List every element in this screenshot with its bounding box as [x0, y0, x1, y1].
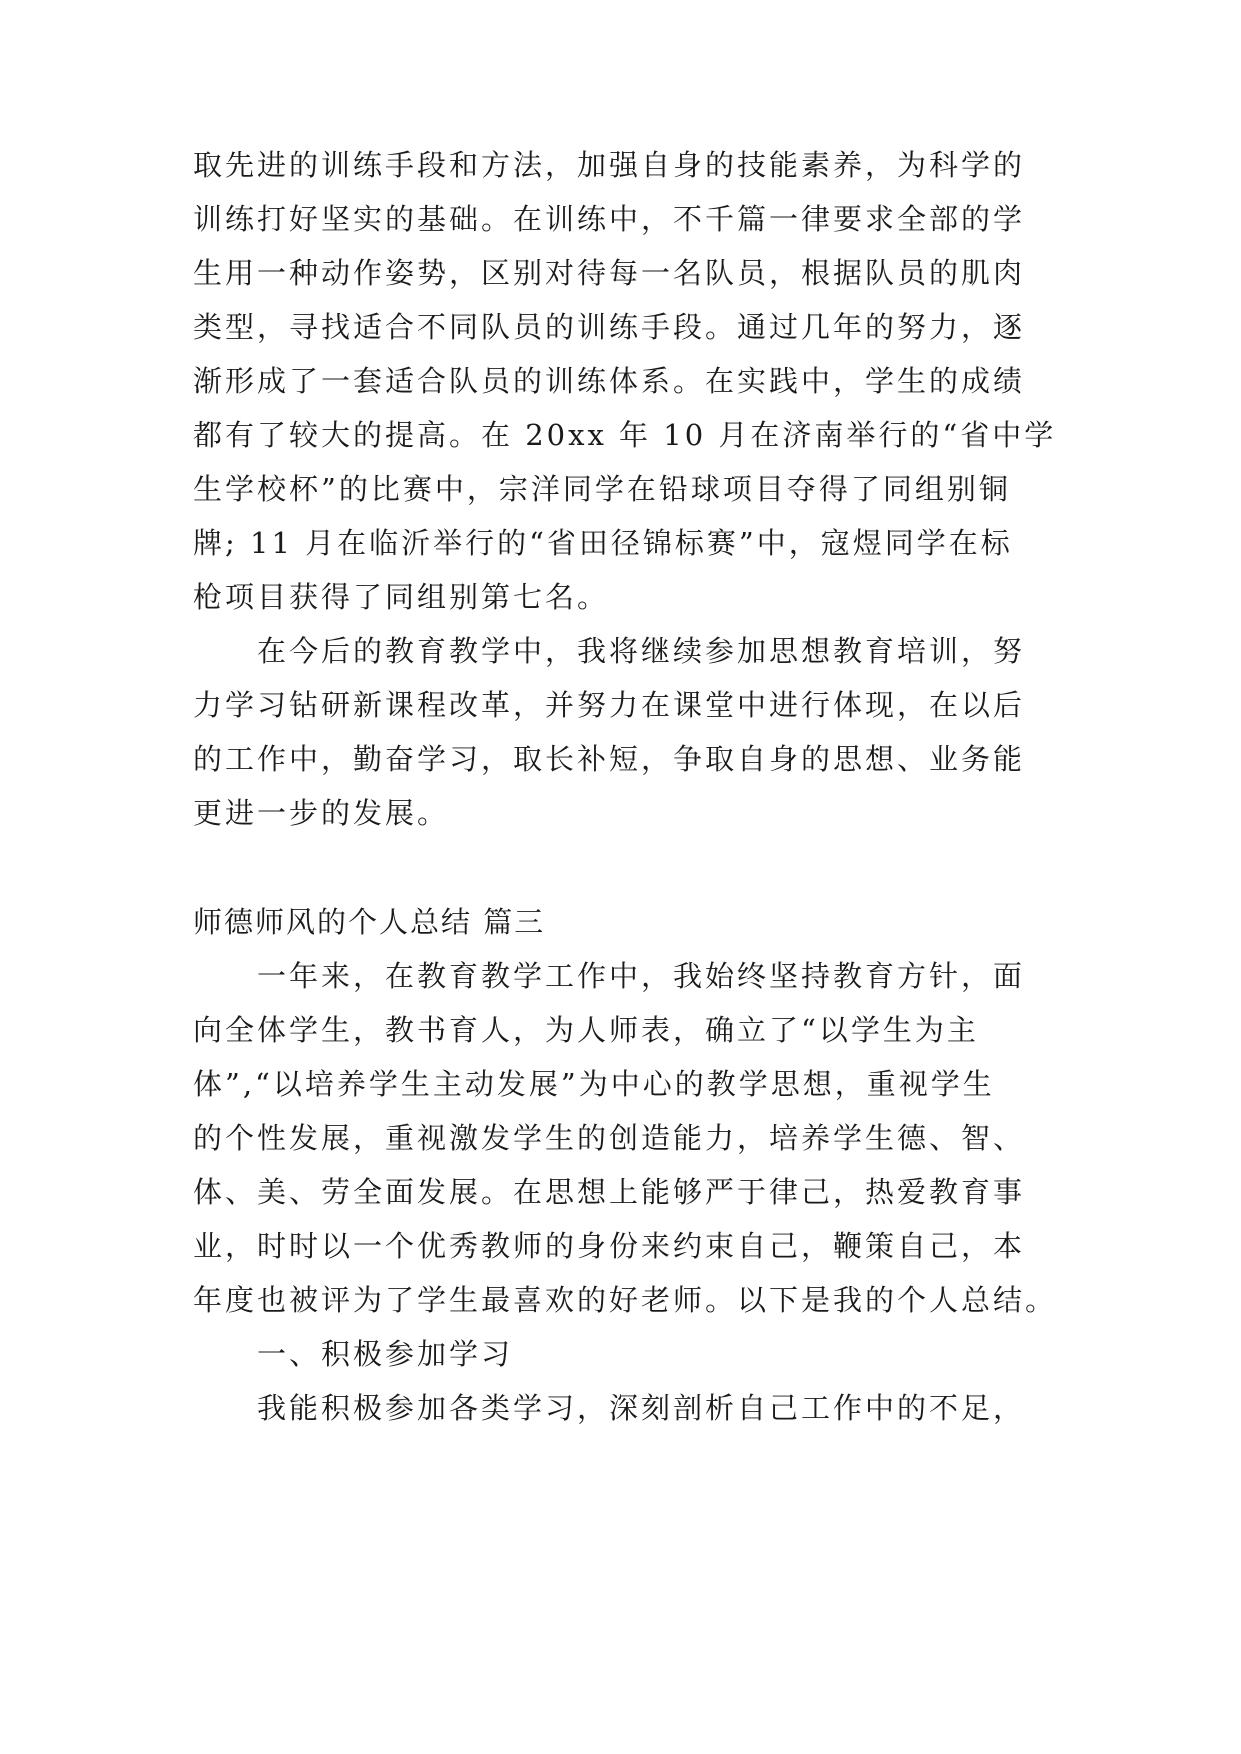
- paragraph-line: 的工作中，勤奋学习，取长补短，争取自身的思想、业务能: [193, 742, 1026, 776]
- paragraph-line: 我能积极参加各类学习，深刻剖析自己工作中的不足，: [257, 1391, 1026, 1425]
- paragraph-line: 都有了较大的提高。在 20xx 年 10 月在济南举行的“省中学: [193, 418, 1057, 452]
- paragraph-line: 一年来，在教育教学工作中，我始终坚持教育方针，面: [257, 959, 1026, 993]
- paragraph-line: 在今后的教育教学中，我将继续参加思想教育培训，努: [257, 634, 1026, 668]
- paragraph-line: 类型，寻找适合不同队员的训练手段。通过几年的努力，逐: [193, 310, 1026, 344]
- paragraph-line: 枪项目获得了同组别第七名。: [193, 580, 610, 614]
- paragraph-line: 体、美、劳全面发展。在思想上能够严于律己，热爱教育事: [193, 1175, 1026, 1209]
- paragraph-line: 渐形成了一套适合队员的训练体系。在实践中，学生的成绩: [193, 364, 1026, 398]
- paragraph-line: 业，时时以一个优秀教师的身份来约束自己，鞭策自己，本: [193, 1229, 1026, 1263]
- section-heading: 师德师风的个人总结 篇三: [193, 905, 546, 939]
- paragraph-line: 向全体学生，教书育人，为人师表，确立了“以学生为主: [193, 1013, 979, 1047]
- paragraph-line: 体”,“以培养学生主动发展”为中心的教学思想，重视学生: [193, 1067, 995, 1101]
- paragraph-line: 更进一步的发展。: [193, 796, 450, 830]
- subheading: 一、积极参加学习: [257, 1337, 514, 1371]
- paragraph-line: 生学校杯”的比赛中，宗洋同学在铅球项目夺得了同组别铜: [193, 472, 1011, 506]
- paragraph-line: 取先进的训练手段和方法，加强自身的技能素养，为科学的: [193, 148, 1026, 182]
- paragraph-line: 年度也被评为了学生最喜欢的好老师。以下是我的个人总结。: [193, 1283, 1058, 1317]
- paragraph-line: 的个性发展，重视激发学生的创造能力，培养学生德、智、: [193, 1121, 1026, 1155]
- paragraph-line: 力学习钻研新课程改革，并努力在课堂中进行体现，在以后: [193, 688, 1026, 722]
- paragraph-line: 牌; 11 月在临沂举行的“省田径锦标赛”中，寇煜同学在标: [193, 526, 1013, 560]
- paragraph-line: 训练打好坚实的基础。在训练中，不千篇一律要求全部的学: [193, 202, 1026, 236]
- paragraph-line: 生用一种动作姿势，区别对待每一名队员，根据队员的肌肉: [193, 256, 1026, 290]
